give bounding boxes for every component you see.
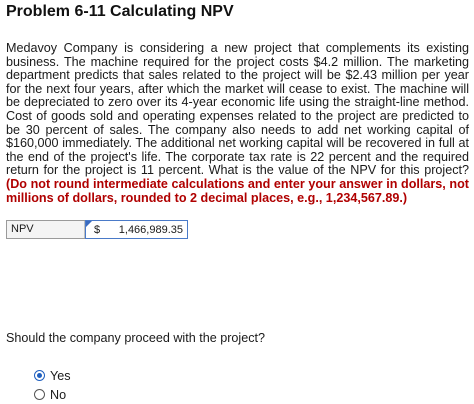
input-flag-icon <box>86 221 92 227</box>
npv-value: 1,466,989.35 <box>118 223 183 236</box>
npv-label: NPV <box>7 221 85 238</box>
option-yes[interactable] <box>34 366 71 385</box>
answer-instructions: (Do not round intermediate calculations and enter your answer in dollars, not millions of dollars, rounded to 2 decimal places, e.g., 1,234,567.89.) <box>6 176 469 205</box>
radio-selected-icon[interactable] <box>34 370 45 381</box>
currency-symbol: $ <box>94 223 101 236</box>
npv-input[interactable] <box>85 220 188 239</box>
option-yes-label: Yes <box>50 368 71 383</box>
proceed-options <box>34 366 71 404</box>
proceed-question: Should the company proceed with the project? <box>6 331 266 345</box>
radio-unselected-icon[interactable] <box>34 389 45 400</box>
problem-statement <box>6 42 469 205</box>
problem-title: Problem 6-11 Calculating NPV <box>6 3 234 20</box>
option-no[interactable] <box>34 385 71 404</box>
problem-text: Medavoy Company is considering a new project that complements its existing business. The machine required for the project costs $4.2 million. The marketing department predicts that sales related to the project will be $2.43 million per year for the next four years, after which the market will cease to exist. The machine will be depreciated to zero over its 4-year economic life using the straight-line method. Cost of goods sold and operating expenses related to the project are predicted to be 30 percent of sales. The company also needs to add net working capital of $160,000 immediately. The additional net working capital will be recovered in full at the end of the project's life. The corporate tax rate is 22 percent and the required return for the project is 11 percent. What is the value of the NPV for this project? <box>6 41 469 178</box>
option-no-label: No <box>50 387 67 402</box>
npv-answer-row <box>6 220 188 239</box>
